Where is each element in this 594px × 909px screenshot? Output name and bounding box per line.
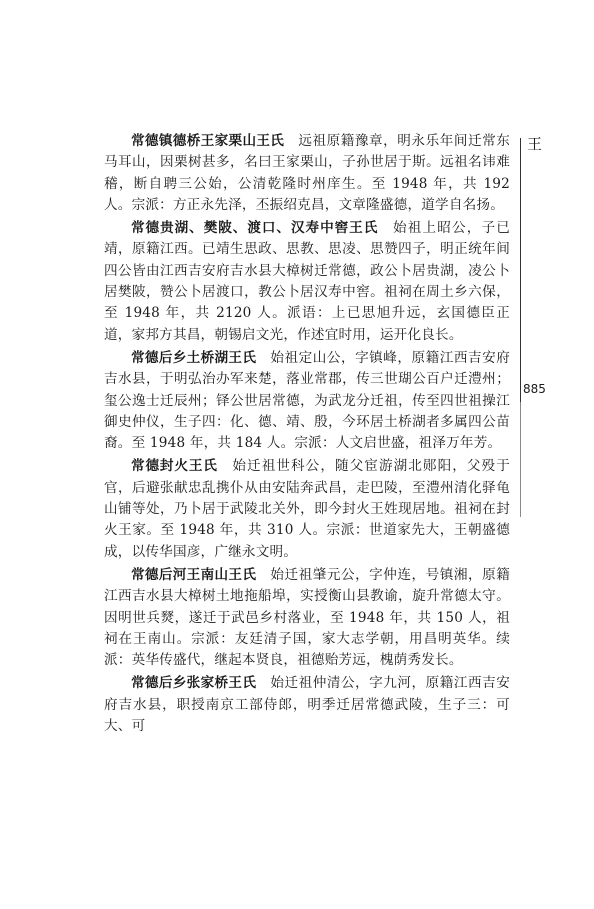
margin-rule-lower	[520, 402, 521, 517]
surname-tab: 王	[527, 135, 543, 153]
entry-body: 始迁祖肇元公，字仲连，号镇湘，原籍江西吉水县大樟树土地拖船埠，实授衡山县教谕，旋升常德太守。因明世兵燹，遂迁于武邑乡村落业，至 1948 年，共 150 人，祖祠在王南山。宗派：友廷清子国，家大志学朝，用昌明英华。续派：英华传盛代，继起本贤良，祖德贻芳远，槐荫秀发长。	[104, 566, 511, 669]
entry-body: 始祖定山公，字镇峰，原籍江西吉安府吉水县，于明弘治办军来楚，落业常郡，传三世瑚公百户迁澧州；玺公逸士迁辰州；铎公世居常德，为武龙分迁祖，传至四世祖操江御史仲仪，生子四：化、德、靖、殷，今环居土桥湖者多属四公苗裔。至 1948 年，共 184 人。宗派：人文启世盛，祖泽万年芳。	[104, 349, 511, 452]
entry-wang-lishan	[104, 131, 510, 216]
margin-rule	[520, 138, 521, 402]
entry-title: 常德后河王南山王氏	[131, 566, 257, 583]
entry-title: 常德后乡张家桥王氏	[131, 675, 257, 692]
entry-title: 常德封火王氏	[131, 458, 218, 475]
entry-title: 常德贵湖、樊陂、渡口、汉寿中窖王氏	[131, 220, 379, 237]
entry-wang-guihu	[104, 218, 510, 346]
entry-wang-zhangjiaqiao	[104, 673, 510, 737]
entry-title: 常德后乡土桥湖王氏	[131, 349, 257, 366]
entry-body: 远祖原籍豫章，明永乐年间迁常东马耳山，因栗树甚多，名曰王家栗山，子孙世居于斯。远祖名讳难稽，断自聘三公始，公清乾隆时州庠生。至 1948 年，共 192 人。宗派：方正永先泽，丕振绍克昌，文章隆盛德，道学自名扬。	[104, 133, 511, 213]
entry-body: 始迁祖仲清公，字九河，原籍江西吉安府吉水县，职授南京工部侍郎，明季迁居常德武陵，生子三：可大、可	[104, 675, 511, 735]
entry-wang-tuqiaohu	[104, 348, 510, 454]
page-number: 885	[523, 382, 546, 396]
entry-wang-fenghuo	[104, 456, 510, 562]
entry-wang-nanshan	[104, 565, 510, 671]
entry-title: 常德镇德桥王家栗山王氏	[131, 133, 285, 149]
entry-body: 始迁祖世科公，随父宦游湖北郧阳，父殁于官，后避张献忠乱携仆从由安陆奔武昌，走巴陵，至澧州清化驿龟山铺等处，乃卜居于武陵北关外，即今封火王姓现居地。祖祠在封火王家。至 1948 年，共 310 人。宗派：世道家先大，王朝盛德成，以传华国彦，广继永文明。	[104, 458, 510, 560]
text-column	[104, 131, 510, 739]
entry-body: 始祖上昭公，子已靖，原籍江西。已靖生思政、思教、思凌、思赞四子，明正统年间四公皆由江西吉安府吉水县大樟树迁常德，政公卜居贵湖，凌公卜居樊陂，赞公卜居渡口，教公卜居汉寿中窖。祖祠在周土乡六保，至 1948 年，共 2120 人。派语：上已思旭升远，玄国德臣正道，家邦方其昌，朝锡启文光，作述宜时用，运开化良长。	[104, 220, 510, 343]
